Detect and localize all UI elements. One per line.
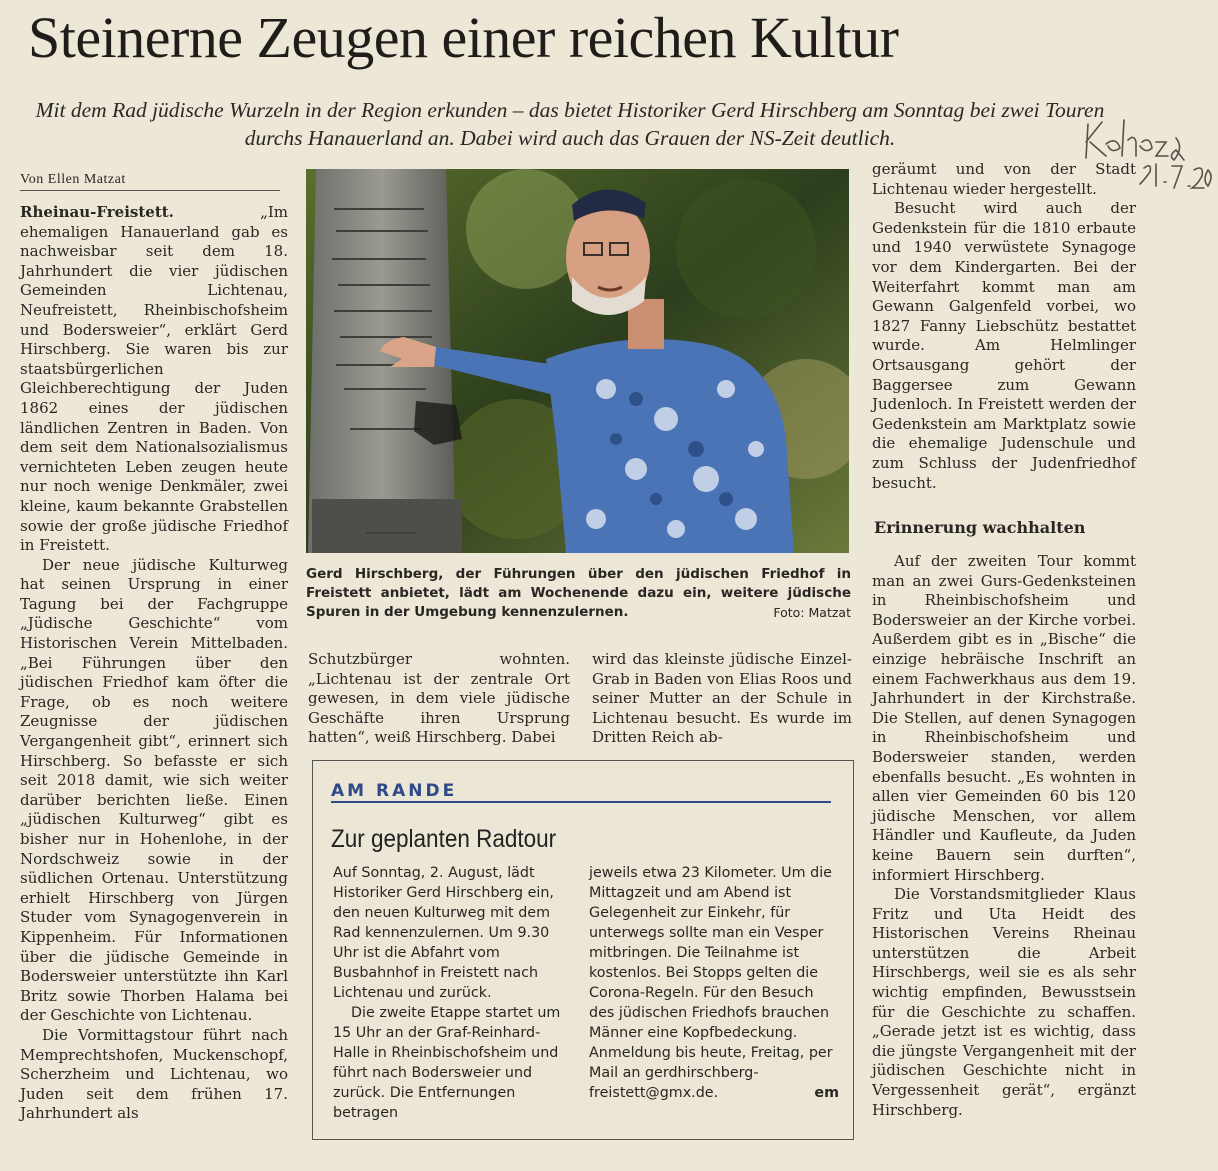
author-initials: em: [814, 1085, 839, 1101]
paragraph: wird das kleinste jüdische Einzel-Grab in Baden von Elias Roos und seiner Mutter an der Schule in Lichtenau besucht. Es wurde im Dritten Reich ab-: [592, 650, 852, 747]
sidebar-column-1: [333, 863, 571, 1123]
paragraph: Schutzbürger wohnten. „Lichtenau ist der zentrale Ort gewesen, in dem viele jüdische Geschäfte ihren Ursprung hatten“, weiß Hirschberg. Dabei: [308, 650, 570, 747]
paragraph: Die Vormittagstour führt nach Memprechtshofen, Muckenschopf, Scherzheim und Lichtenau, wo Juden seit dem frühen 17. Jahrhundert als: [20, 1025, 288, 1123]
sidebar-title: Zur geplanten Radtour: [331, 825, 557, 853]
photo-credit: Foto: Matzat: [773, 605, 851, 620]
sidebar-kicker: AM RANDE: [331, 781, 458, 801]
paragraph: Besucht wird auch der Gedenkstein für die 1810 erbaute und 1940 verwüstete Synagoge vor dem Kindergarten. Bei der Weiterfahrt kommt man am Gewann Galgenfeld vorbei, wo 1827 Fanny Liebschütz bestattet wurde. Am Helmlinger Ortsausgang gehört der Baggersee zum Gewann Judenloch. In Freistett werden der Gedenkstein am Marktplatz sowie die ehemalige Judenschule und zum Schluss der Judenfriedhof besucht.: [872, 199, 1136, 492]
section-subheading: Erinnerung wachhalten: [874, 518, 1086, 537]
paragraph: geräumt und von der Stadt Lichtenau wieder hergestellt.: [872, 160, 1136, 198]
dateline: Rheinau-Freistett.: [20, 203, 174, 221]
paragraph: Der neue jüdische Kulturweg hat seinen Ursprung in einer Tagung bei der Fachgruppe „Jüdische Geschichte“ vom Historischen Verein Mittelbaden. „Bei Führungen über den jüdischen Friedhof kam öfter die Frage, ob es noch weitere Zeugnisse der jüdischen Vergangenheit gibt“, erinnert sich Hirschberg. So befasste er sich seit 2018 damit, wie sich weiter darüber berichten ließe. Einen „jüdischen Kulturweg“ gibt es bisher nur in Hohenlohe, in der Nordschweiz sowie in der südlichen Ortenau. Unterstützung erhielt Hirschberg von Jürgen Studer vom Synagogenverein in Kippenheim. Für Informationen über die jüdische Gemeinde in Bodersweier unterstützte ihn Karl Britz sowie Thorben Halama bei der Geschichte von Lichtenau.: [20, 555, 288, 1025]
article-column-1: [20, 203, 288, 1124]
paragraph: jeweils etwa 23 Kilometer. Um die Mittagzeit und am Abend ist Gelegenheit zur Einkehr, für unterwegs sollte man ein Vesper mitbringen. Die Teilnahme ist kostenlos. Bei Stopps gelten die Corona-Regeln. Für den Besuch des jüdischen Friedhofs brauchen Männer eine Kopfbedeckung. Anmeldung bis heute, Freitag, per Mail an gerdhirschberg-freistett@gmx.de. em: [589, 865, 839, 1101]
paragraph: Auf der zweiten Tour kommt man an zwei Gurs-Gedenksteinen in Rheinbischofsheim und Bodersweier an der Kirche vorbei. Außerdem gibt es in „Bische“ die einzige hebräische Inschrift an einem Fachwerkhaus aus dem 19. Jahrhundert in der Kirchstraße. Die Stellen, auf denen Synagogen in Rheinbischofsheim und Bodersweier standen, werden ebenfalls besucht. „Es wohnten in allen vier Gemeinden 60 bis 120 jüdische Menschen, vor allem Händler und Kaufleute, da Juden keine Bauern sein durften“, informiert Hirschberg.: [872, 552, 1136, 884]
paragraph: Die zweite Etappe startet um 15 Uhr an der Graf-Reinhard-Halle in Rheinbischofsheim und führt nach Bodersweier und zurück. Die Entfernungen betragen: [333, 1005, 561, 1121]
article-column-2b: [592, 650, 852, 748]
paragraph: Die Vorstandsmitglieder Klaus Fritz und Uta Heidt des Historischen Vereins Rheinau unterstützen die Arbeit Hirschbergs, weil sie es als sehr wichtig empfinden, Bewusstsein für die Geschichte zu schaffen. „Gerade jetzt ist es wichtig, dass die jüngste Vergangenheit mit der jüdischen Geschichte nicht in Vergessenheit gerät“, ergänzt Hirschberg.: [872, 885, 1136, 1119]
article-column-3: [872, 160, 1136, 493]
byline: Von Ellen Matzat: [20, 172, 280, 191]
photo-caption: Gerd Hirschberg, der Führungen über den jüdischen Friedhof in Freistett anbietet, lädt am Wochenende dazu ein, weitere jüdische Spuren in der Umgebung kennenzulernen. Foto: Matzat: [306, 566, 851, 620]
subheadline: Mit dem Rad jüdische Wurzeln in der Region erkunden – das bietet Historiker Gerd Hirschberg am Sonntag bei zwei Touren durchs Hanauerland an. Dabei wird auch das Grauen der NS-Zeit deutlich.: [35, 98, 1105, 150]
sidebar-box: [312, 760, 854, 1140]
article-photo: [306, 169, 849, 553]
article-column-2a: [308, 650, 570, 748]
sidebar-rule: [331, 801, 831, 803]
sidebar-column-2: [589, 863, 839, 1103]
paragraph: Auf Sonntag, 2. August, lädt Historiker Gerd Hirschberg ein, den neuen Kulturweg mit dem Rad kennenzulernen. Um 9.30 Uhr ist die Abfahrt vom Busbahnhof in Freistett nach Lichtenau und zurück.: [333, 865, 554, 1001]
paragraph: Rheinau-Freistett. „Im ehemaligen Hanauerland gab es nachweisbar seit dem 18. Jahrhundert die vier jüdischen Gemeinden Lichtenau, Neufreistett, Rheinbischofsheim und Bodersweier“, erklärt Gerd Hirschberg. Sie waren bis zur staatsbürgerlichen Gleichberechtigung der Juden 1862 eines der jüdischen ländlichen Zentren in Baden. Von dem seit dem Nationalsozialismus vernichteten Leben zeugen heute nur noch wenige Denkmäler, zwei kleine, kaum bekannte Grabstellen sowie der große jüdische Friedhof in Freistett.: [20, 203, 288, 555]
headline: Steinerne Zeugen einer reichen Kultur: [28, 5, 899, 70]
article-column-3b: [872, 552, 1136, 1120]
